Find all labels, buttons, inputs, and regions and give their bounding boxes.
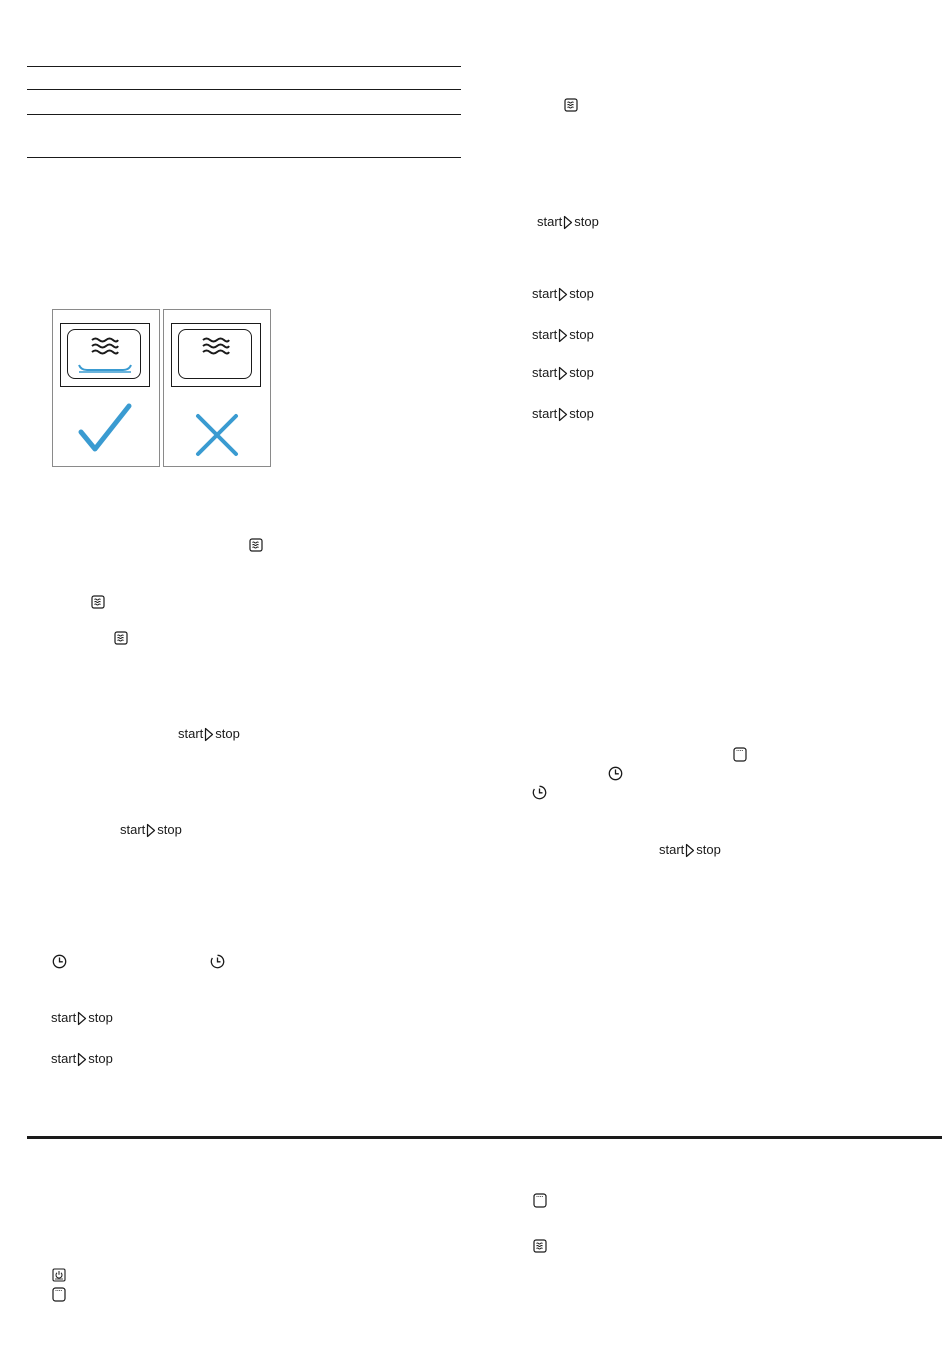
start-label: start [178, 726, 204, 741]
start-stop-key [51, 1010, 113, 1026]
play-triangle-icon [558, 287, 568, 302]
start-label: start [532, 286, 558, 301]
cross-icon [194, 412, 240, 458]
start-stop-key [532, 327, 594, 343]
play-triangle-icon [563, 215, 573, 230]
stop-label: stop [696, 842, 721, 857]
section-divider [27, 1136, 942, 1139]
start-stop-key [51, 1051, 113, 1067]
microwave-icon [91, 595, 105, 609]
stop-label: stop [569, 327, 594, 342]
start-label: start [532, 327, 558, 342]
clock-icon [52, 954, 67, 969]
play-triangle-icon [558, 328, 568, 343]
timer-icon [532, 785, 547, 800]
stop-label: stop [88, 1051, 113, 1066]
oven-window [60, 323, 150, 387]
play-triangle-icon [77, 1052, 87, 1067]
play-triangle-icon [77, 1011, 87, 1026]
stop-label: stop [569, 406, 594, 421]
stop-label: stop [574, 214, 599, 229]
timer-icon [210, 954, 225, 969]
clock-icon [608, 766, 623, 781]
microwave-waves-icon [201, 336, 231, 356]
start-label: start [532, 406, 558, 421]
play-triangle-icon [204, 727, 214, 742]
play-triangle-icon [558, 366, 568, 381]
start-label: start [51, 1051, 77, 1066]
oven-window [171, 323, 261, 387]
play-triangle-icon [558, 407, 568, 422]
microwave-waves-icon [90, 336, 120, 356]
table-rule-3 [27, 114, 461, 115]
microwave-icon [114, 631, 128, 645]
start-label: start [659, 842, 685, 857]
stop-label: stop [215, 726, 240, 741]
microwave-icon [533, 1239, 547, 1253]
table-rule-4 [27, 157, 461, 158]
play-triangle-icon [146, 823, 156, 838]
start-label: start [532, 365, 558, 380]
start-stop-key [659, 842, 721, 858]
start-stop-key [532, 406, 594, 422]
stop-label: stop [569, 286, 594, 301]
correct-placement-panel [52, 309, 160, 467]
stop-label: stop [88, 1010, 113, 1025]
table-rule-1 [27, 66, 461, 67]
microwave-icon [249, 538, 263, 552]
power-icon [52, 1268, 66, 1282]
start-stop-key [537, 214, 599, 230]
start-label: start [537, 214, 563, 229]
start-stop-key [178, 726, 240, 742]
start-label: start [51, 1010, 77, 1025]
microwave-icon [564, 98, 578, 112]
checkmark-icon [77, 402, 133, 454]
oven-icon [52, 1287, 66, 1302]
stop-label: stop [157, 822, 182, 837]
table-rule-2 [27, 89, 461, 90]
oven-icon [533, 1193, 547, 1208]
incorrect-placement-panel [163, 309, 271, 467]
dish-icon [77, 362, 133, 374]
play-triangle-icon [685, 843, 695, 858]
start-stop-key [120, 822, 182, 838]
oven-icon [733, 747, 747, 762]
start-label: start [120, 822, 146, 837]
start-stop-key [532, 286, 594, 302]
stop-label: stop [569, 365, 594, 380]
start-stop-key [532, 365, 594, 381]
